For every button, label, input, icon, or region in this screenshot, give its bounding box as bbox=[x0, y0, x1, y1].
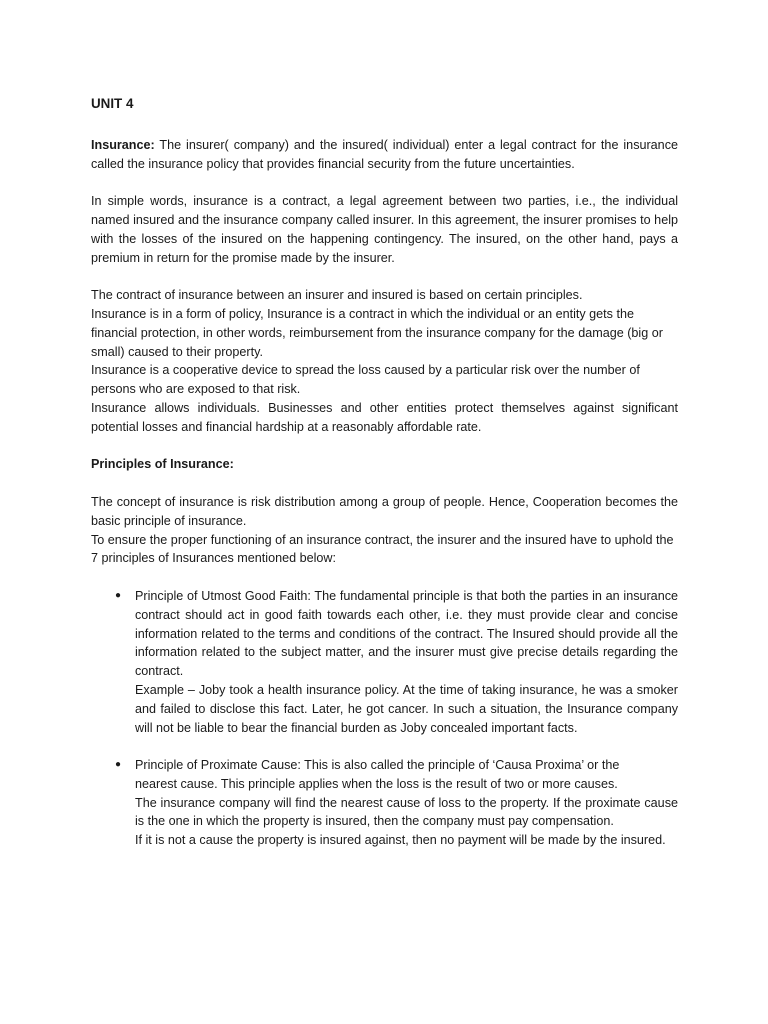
ensure-paragraph: To ensure the proper functioning of an insurance contract, the insurer and the insured have to uphold the 7 principles of Insurances mentioned below: bbox=[91, 532, 674, 566]
insurance-label: Insurance: bbox=[91, 137, 155, 152]
utmost-good-faith-text: Principle of Utmost Good Faith: The fundamental principle is that both the parties in an insurance contract should act in good faith towards each other, i.e. they must provide clear and concise information related to the terms and conditions of the contract. The Insured should provide all the information related to the subject matter, and the insurer must give precise details regarding the contract. bbox=[135, 588, 678, 679]
principles-list bbox=[91, 587, 678, 850]
contract-principles-line: The contract of insurance between an insurer and insured is based on certain principles. bbox=[91, 288, 583, 303]
proximate-cause-line-3: The insurance company will find the nearest cause of loss to the property. If the proximate cause is the one in which the property is insured, then the company must pay compensation. bbox=[135, 795, 678, 829]
unit-title: UNIT 4 bbox=[91, 96, 134, 111]
list-item bbox=[91, 756, 678, 850]
insurance-definition-text: The insurer( company) and the insured( individual) enter a legal contract for the insurance called the insurance policy that provides financial security from the future uncertainties. bbox=[91, 137, 678, 171]
insurance-definition bbox=[91, 136, 678, 174]
utmost-good-faith-example: Example – Joby took a health insurance policy. At the time of taking insurance, he was a smoker and failed to disclose this fact. Later, he got cancer. In such a situation, the Insurance company will not be liable to bear the financial burden as Joby concealed important facts. bbox=[135, 682, 678, 735]
proximate-cause-line-2: nearest cause. This principle applies when the loss is the result of two or more causes. bbox=[135, 776, 618, 791]
list-item bbox=[91, 587, 678, 737]
policy-form-paragraph: Insurance is in a form of policy, Insurance is a contract in which the individual or an entity gets the financial protection, in other words, reimbursement from the insurance company for the damage (big or small) caused to their property. bbox=[91, 306, 663, 359]
principles-heading: Principles of Insurance: bbox=[91, 457, 234, 472]
proximate-cause-line-1: Principle of Proximate Cause: This is also called the principle of ‘Causa Proxima’ or the bbox=[135, 758, 620, 773]
proximate-cause-line-4: If it is not a cause the property is insured against, then no payment will be made by the insured. bbox=[135, 833, 666, 848]
allows-individuals-paragraph: Insurance allows individuals. Businesses and other entities protect themselves against significant potential losses and financial hardship at a reasonably affordable rate. bbox=[91, 400, 678, 434]
cooperative-device-paragraph: Insurance is a cooperative device to spread the loss caused by a particular risk over the number of persons who are exposed to that risk. bbox=[91, 363, 640, 397]
bullet-icon: ● bbox=[115, 589, 122, 601]
concept-paragraph: The concept of insurance is risk distribution among a group of people. Hence, Cooperation becomes the basic principle of insurance. bbox=[91, 494, 678, 528]
bullet-icon: ● bbox=[115, 759, 122, 771]
simple-words-paragraph: In simple words, insurance is a contract, a legal agreement between two parties, i.e., the individual named insured and the insurance company called insurer. In this agreement, the insurer promises to help with the losses of the insured on the happening contingency. The insured, on the other hand, pays a premium in return for the promise made by the insurer. bbox=[91, 194, 678, 265]
document-page bbox=[91, 95, 678, 850]
